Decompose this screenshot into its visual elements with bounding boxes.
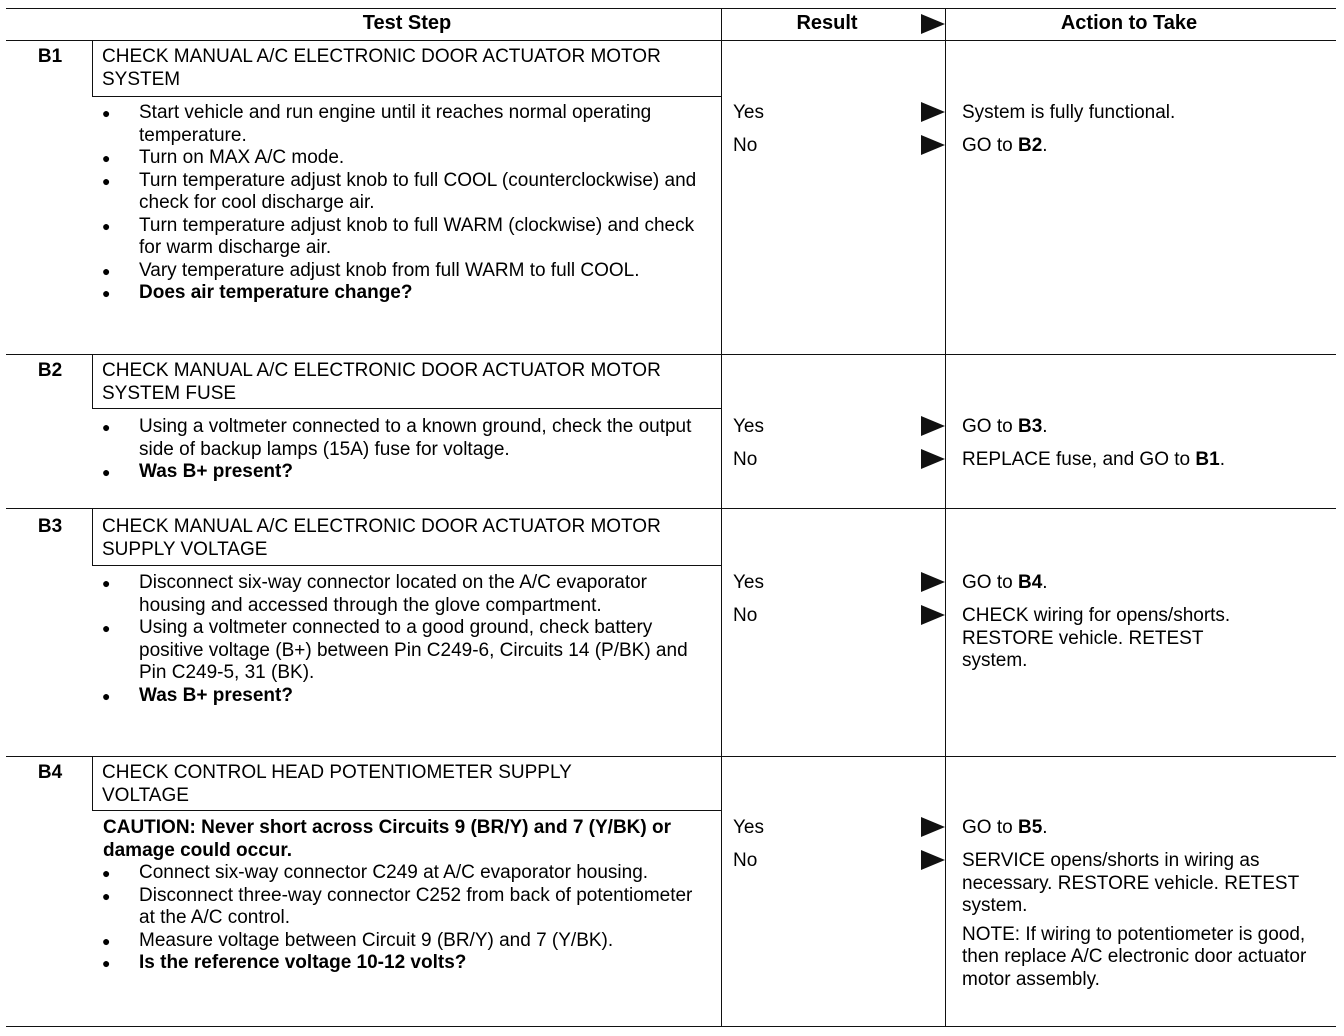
result-no: No [733,449,758,470]
result-yes: Yes [733,102,764,123]
b4-title-rule [92,810,722,811]
action-no: REPLACE fuse, and GO to B1. [962,449,1225,470]
b3-title-rule [92,565,722,566]
arrow-icon [921,605,945,625]
arrow-icon [921,102,945,122]
action-no: GO to B2. [962,135,1048,156]
header-action: Action to Take [1060,12,1198,34]
bullet-question: ● Is the reference voltage 10-12 volts? [100,952,700,975]
header-bottom-rule [6,40,1336,41]
action-yes: System is fully functional. [962,102,1176,123]
arrow-icon [921,449,945,469]
arrow-icon [921,572,945,592]
bullet-item: ● Using a voltmeter connected to a good ground, check battery positive voltage (B+) between Pin C249-6, Circuits 14 (P/BK) and Pin C249-5, 31 (BK). [100,617,700,685]
action-yes: GO to B4. [962,572,1048,593]
step-title: CHECK MANUAL A/C ELECTRONIC DOOR ACTUATOR MOTOR SUPPLY VOLTAGE [102,516,661,560]
goto-step: B1 [1195,449,1220,470]
b3-bottom-rule [6,756,1336,757]
action-yes: GO to B3. [962,416,1048,437]
b1-id-rule [92,40,93,96]
bullet-item: ● Measure voltage between Circuit 9 (BR/Y) and 7 (Y/BK). [100,930,700,953]
result-yes: Yes [733,416,764,437]
bullet-item: ● Vary temperature adjust knob from full WARM to full COOL. [100,260,700,283]
result-no: No [733,850,758,871]
result-yes: Yes [733,817,764,838]
step-id: B3 [37,516,63,537]
step-bullets [100,817,700,975]
goto-step: B2 [1017,135,1043,156]
arrow-icon [921,416,945,436]
header-test-step: Test Step [362,12,452,34]
b4-id-rule [92,756,93,810]
bullet-item: ● Disconnect six-way connector located on the A/C evaporator housing and accessed through the glove compartment. [100,572,700,617]
action-text: SERVICE opens/shorts in wiring as necessary. RESTORE vehicle. RETEST system. [962,850,1299,916]
bullet-item: ● Turn temperature adjust knob to full WARM (clockwise) and check for warm discharge air. [100,215,700,260]
bullet-item: ● Connect six-way connector C249 at A/C evaporator housing. [100,862,700,885]
step-id: B2 [37,360,63,381]
step-bullets [100,416,700,484]
bullet-question: ● Was B+ present? [100,685,700,708]
bullet-item: ● Using a voltmeter connected to a known ground, check the output side of backup lamps (15A) fuse for voltage. [100,416,700,461]
caution-note: CAUTION: Never short across Circuits 9 (BR/Y) and 7 (Y/BK) or damage could occur. [103,817,671,861]
b1-bottom-rule [6,354,1336,355]
b2-bottom-rule [6,508,1336,509]
b2-title-rule [92,408,722,409]
bullet-item: ● Turn temperature adjust knob to full COOL (counterclockwise) and check for cool discharge air. [100,170,700,215]
bullet-question: ● Was B+ present? [100,461,700,484]
bullet-item: ● Turn on MAX A/C mode. [100,147,700,170]
step-bullets [100,102,700,305]
b1-title-rule [92,96,722,97]
action-yes: GO to B5. [962,817,1048,838]
action-no: CHECK wiring for opens/shorts. RESTORE vehicle. RETEST system. [962,605,1231,671]
step-bullets [100,572,700,707]
action-column-rule [945,8,946,1026]
result-no: No [733,135,758,156]
goto-step: B3 [1017,416,1043,437]
step-id: B1 [37,46,63,67]
action-no [962,850,1334,991]
goto-step: B4 [1017,572,1043,593]
header-arrow-icon [921,14,945,34]
bullet-item: ● Disconnect three-way connector C252 from back of potentiometer at the A/C control. [100,885,700,930]
result-column-rule [721,8,722,1026]
b2-id-rule [92,354,93,408]
step-id: B4 [37,762,63,783]
action-note: NOTE: If wiring to potentiometer is good, then replace A/C electronic door actuator motor assembly. [962,923,1307,990]
step-title: CHECK MANUAL A/C ELECTRONIC DOOR ACTUATOR MOTOR SYSTEM [102,46,661,90]
step-title: CHECK MANUAL A/C ELECTRONIC DOOR ACTUATOR MOTOR SYSTEM FUSE [102,360,661,404]
step-title: CHECK CONTROL HEAD POTENTIOMETER SUPPLY VOLTAGE [102,762,572,806]
bullet-item: ● Start vehicle and run engine until it reaches normal operating temperature. [100,102,700,147]
b3-id-rule [92,508,93,565]
result-yes: Yes [733,572,764,593]
arrow-icon [921,135,945,155]
result-no: No [733,605,758,626]
goto-step: B5 [1017,817,1043,838]
header-result: Result [796,12,858,34]
table-top-rule [6,8,1336,9]
table-bottom-rule [6,1026,1336,1027]
bullet-question: ● Does air temperature change? [100,282,700,305]
arrow-icon [921,850,945,870]
arrow-icon [921,817,945,837]
